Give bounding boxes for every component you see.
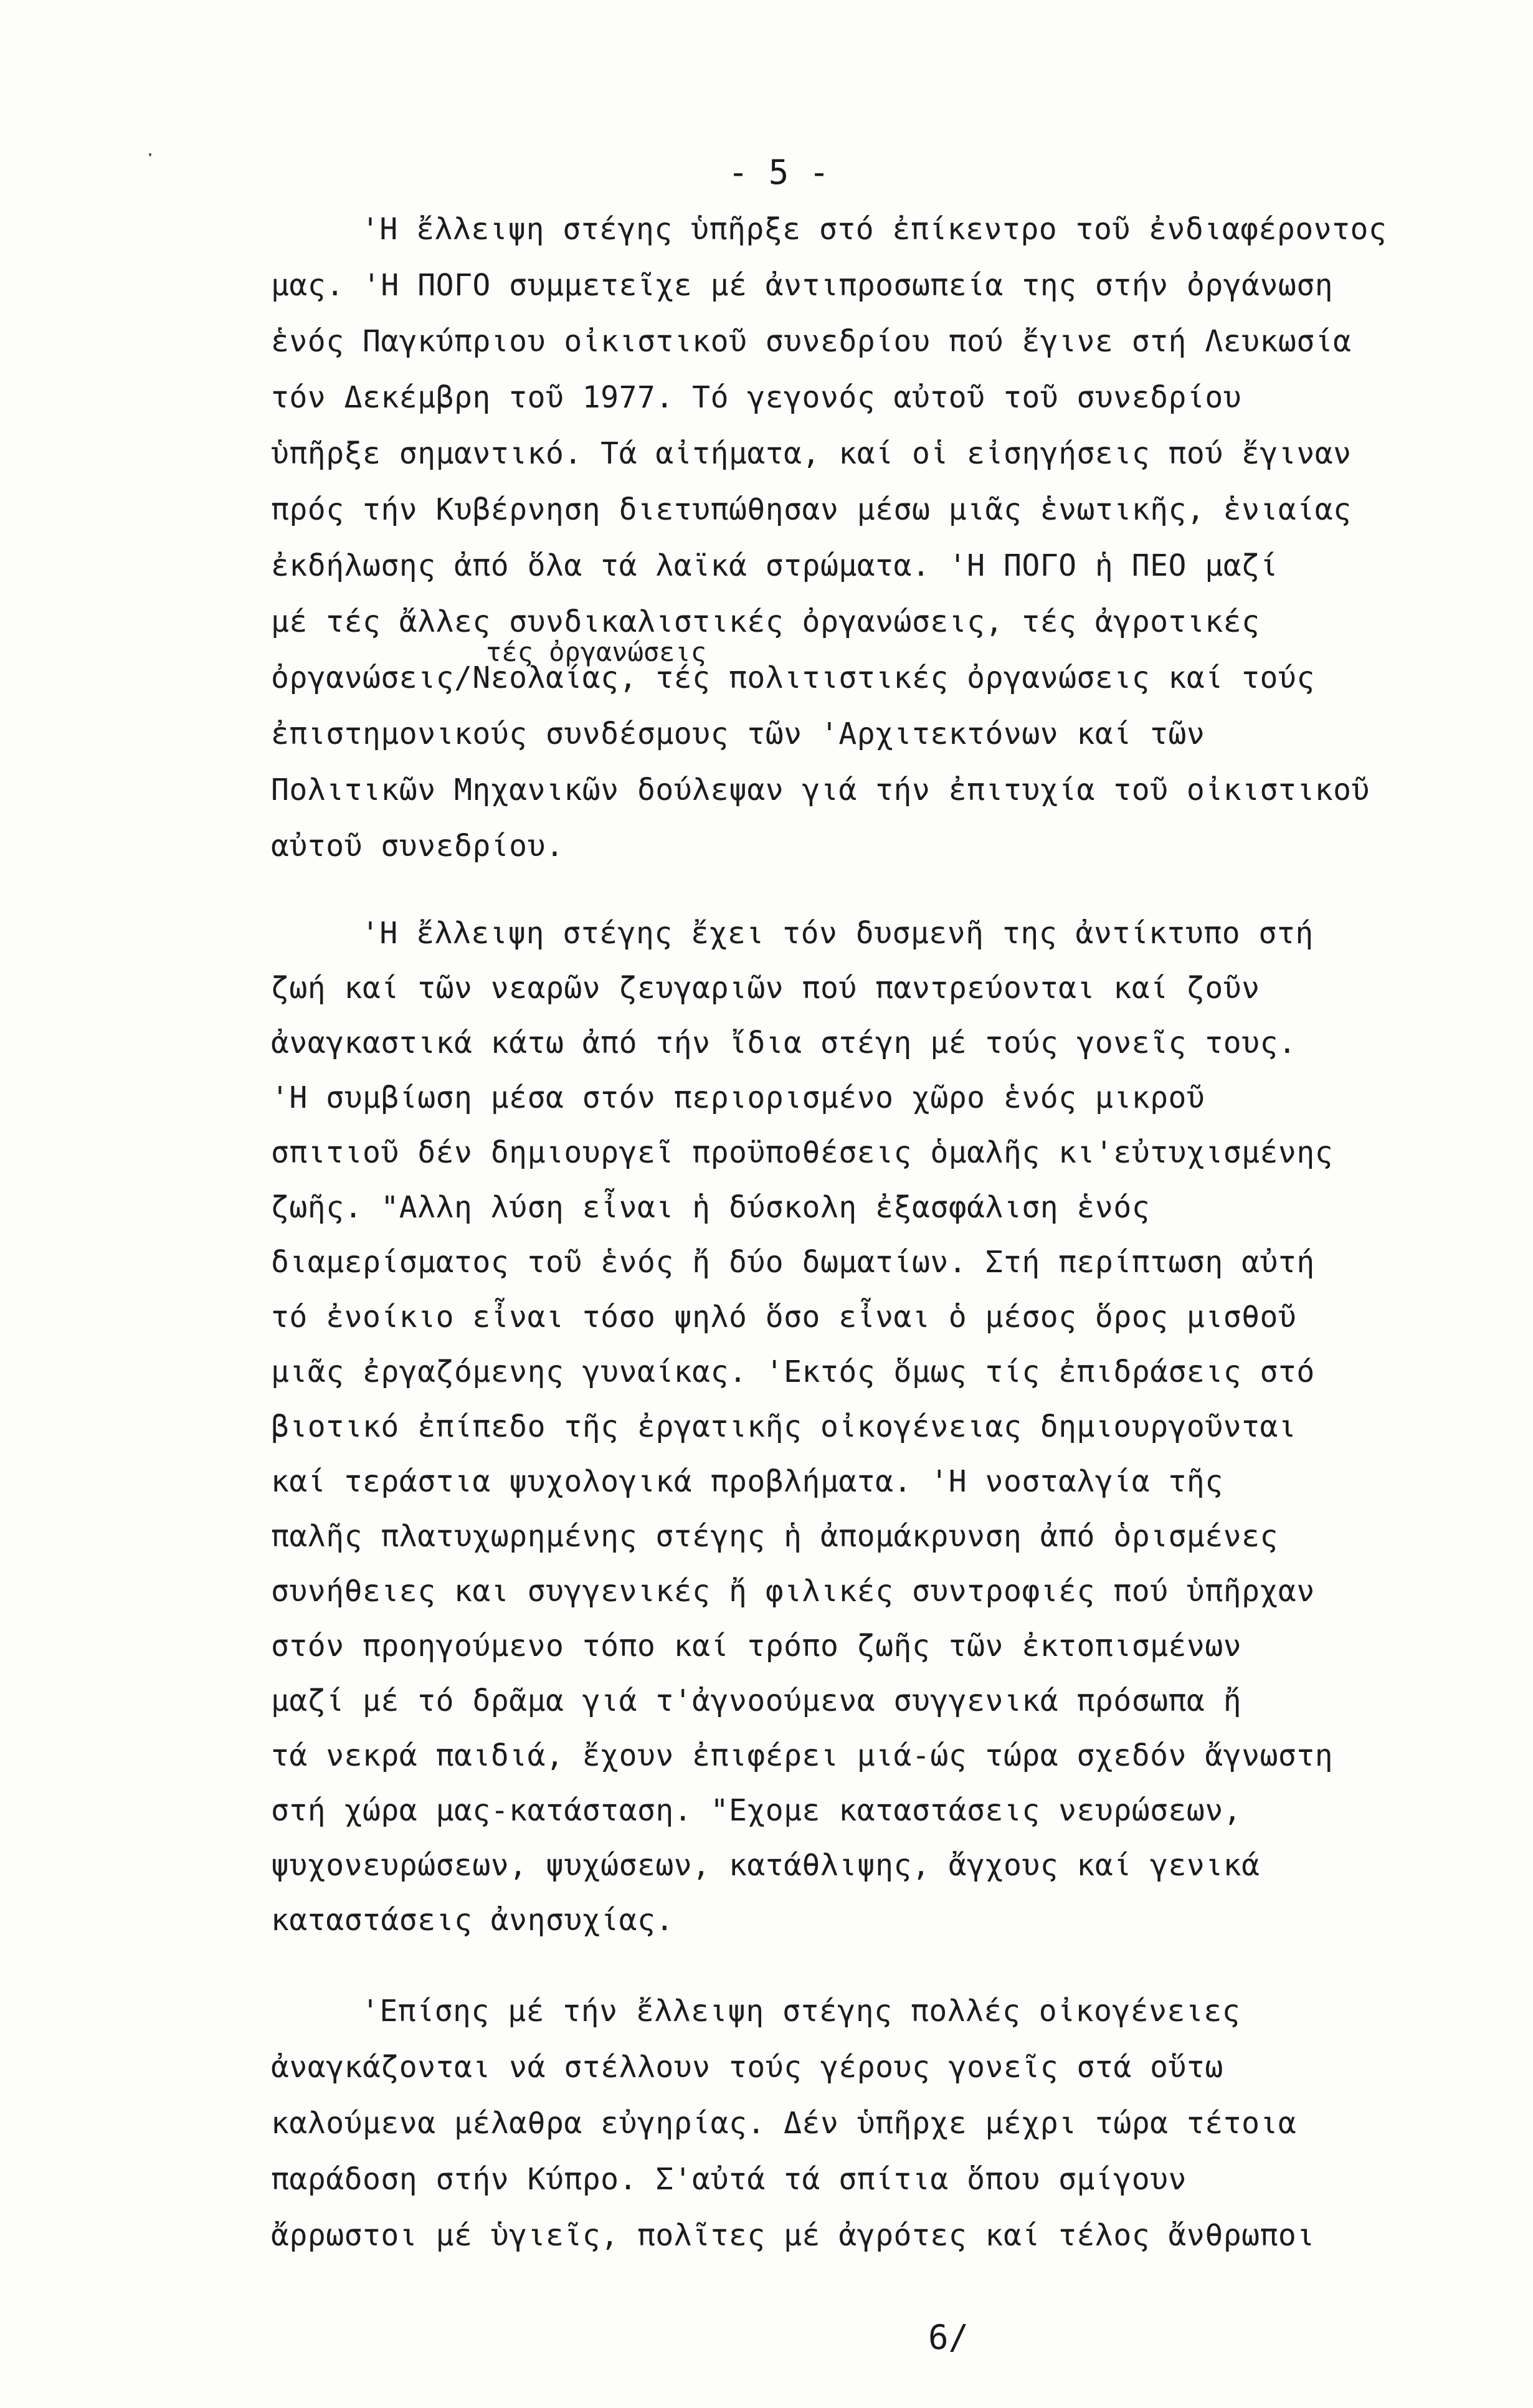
text-line: παλῆς πλατυχωρημένης στέγης ἡ ἀπομάκρυνση ἀπό ὁρισμένες	[271, 1519, 1278, 1554]
text-line: τόν Δεκέμβρη τοῦ 1977. Τό γεγονός αὐτοῦ τοῦ συνεδρίου	[271, 380, 1242, 415]
text-line: ἀναγκαστικά κάτω ἀπό τήν ἴδια στέγη μέ τούς γονεῖς τους.	[271, 1026, 1297, 1060]
text-line: ἑνός Παγκύπριου οἰκιστικοῦ συνεδρίου πού ἔγινε στή Λευκωσία	[271, 324, 1352, 359]
text-line: ζωῆς. "Αλλη λύση εἶναι ἡ δύσκολη ἐξασφάλιση ἑνός	[271, 1190, 1151, 1225]
page-number: - 5 -	[728, 153, 830, 192]
text-line: παράδοση στήν Κύπρο. Σ'αὐτά τά σπίτια ὅπου σμίγουν	[271, 2162, 1187, 2197]
text-line: 'Η ἔλλειψη στέγης ὑπῆρξε στό ἐπίκεντρο τοῦ ἐνδιαφέροντος	[361, 212, 1387, 247]
text-line: ἐκδήλωσης ἀπό ὅλα τά λαϊκά στρώματα. 'Η ΠΟΓΟ ἡ ΠΕΟ μαζί	[271, 548, 1278, 583]
text-line: στόν προηγούμενο τόπο καί τρόπο ζωῆς τῶν ἐκτοπισμένων	[271, 1629, 1242, 1663]
text-line: 'Επίσης μέ τήν ἔλλειψη στέγης πολλές οἰκογένειες	[361, 1994, 1241, 2029]
text-line: καλούμενα μέλαθρα εὐγηρίας. Δέν ὑπῆρχε μέχρι τώρα τέτοια	[271, 2106, 1297, 2141]
text-line: καταστάσεις ἀνησυχίας.	[271, 1903, 674, 1938]
text-line: σπιτιοῦ δέν δημιουργεῖ προϋποθέσεις ὁμαλῆς κι'εὐτυχισμένης	[271, 1135, 1334, 1170]
text-line: ψυχονευρώσεων, ψυχώσεων, κατάθλιψης, ἄγχους καί γενικά	[271, 1848, 1260, 1883]
text-line: 'Η ἔλλειψη στέγης ἔχει τόν δυσμενῆ της ἀντίκτυπο στή	[361, 916, 1314, 951]
text-line: πρός τήν Κυβέρνηση διετυπώθησαν μέσω μιᾶς ἑνωτικῆς, ἑνιαίας	[271, 492, 1352, 527]
stray-mark: ·	[145, 145, 156, 166]
text-line: συνήθειες και συγγενικές ἤ φιλικές συντροφιές πού ὑπῆρχαν	[271, 1574, 1315, 1609]
text-line: ἐπιστημονικούς συνδέσμους τῶν 'Αρχιτεκτόνων καί τῶν	[271, 716, 1205, 751]
text-line: βιοτικό ἐπίπεδο τῆς ἐργατικῆς οἰκογένειας δημιουργοῦνται	[271, 1409, 1297, 1444]
text-line: ἀναγκάζονται νά στέλλουν τούς γέρους γονεῖς στά οὕτω	[271, 2050, 1223, 2085]
text-line: 'Η συμβίωση μέσα στόν περιορισμένο χῶρο ἑνός μικροῦ	[271, 1080, 1205, 1115]
text-line: στή χώρα μας-κατάσταση. "Εχομε καταστάσεις νευρώσεων,	[271, 1793, 1242, 1828]
text-line: αὐτοῦ συνεδρίου.	[271, 829, 564, 864]
text-line: μαζί μέ τό δρᾶμα γιά τ'ἀγνοούμενα συγγενικά πρόσωπα ἤ	[271, 1683, 1242, 1718]
text-line: διαμερίσματος τοῦ ἑνός ἤ δύο δωματίων. Στή περίπτωση αὐτή	[271, 1245, 1315, 1280]
text-line: τά νεκρά παιδιά, ἔχουν ἐπιφέρει μιά-ώς τώρα σχεδόν ἄγνωστη	[271, 1738, 1334, 1773]
text-line: ὀργανώσεις/Νεολαίας, τές πολιτιστικές ὀργανώσεις καί τούς	[271, 660, 1315, 695]
text-line: ζωή καί τῶν νεαρῶν ζευγαριῶν πού παντρεύονται καί ζοῦν	[271, 971, 1260, 1006]
continuation-marker: 6/	[928, 2318, 969, 2357]
text-line: ὑπῆρξε σημαντικό. Τά αἰτήματα, καί οἱ εἰσηγήσεις πού ἔγιναν	[271, 436, 1352, 471]
text-line: τό ἐνοίκιο εἶναι τόσο ψηλό ὅσο εἶναι ὁ μέσος ὅρος μισθοῦ	[271, 1300, 1297, 1335]
text-line: μιᾶς ἐργαζόμενης γυναίκας. 'Εκτός ὅμως τίς ἐπιδράσεις στό	[271, 1354, 1315, 1389]
text-line: ἄρρωστοι μέ ὑγιεῖς, πολῖτες μέ ἀγρότες καί τέλος ἄνθρωποι	[271, 2218, 1315, 2253]
text-line: μας. 'Η ΠΟΓΟ συμμετεῖχε μέ ἀντιπροσωπεία της στήν ὀργάνωση	[271, 268, 1334, 303]
handwritten-insertion: τές ὀργανώσεις	[486, 637, 707, 667]
text-line: καί τεράστια ψυχολογικά προβλήματα. 'Η νοσταλγία τῆς	[271, 1464, 1223, 1499]
text-line: μέ τές ἄλλες συνδικαλιστικές ὀργανώσεις, τές ἀγροτικές	[271, 604, 1260, 639]
text-line: Πολιτικῶν Μηχανικῶν δούλεψαν γιά τήν ἐπιτυχία τοῦ οἰκιστικοῦ	[271, 773, 1370, 807]
